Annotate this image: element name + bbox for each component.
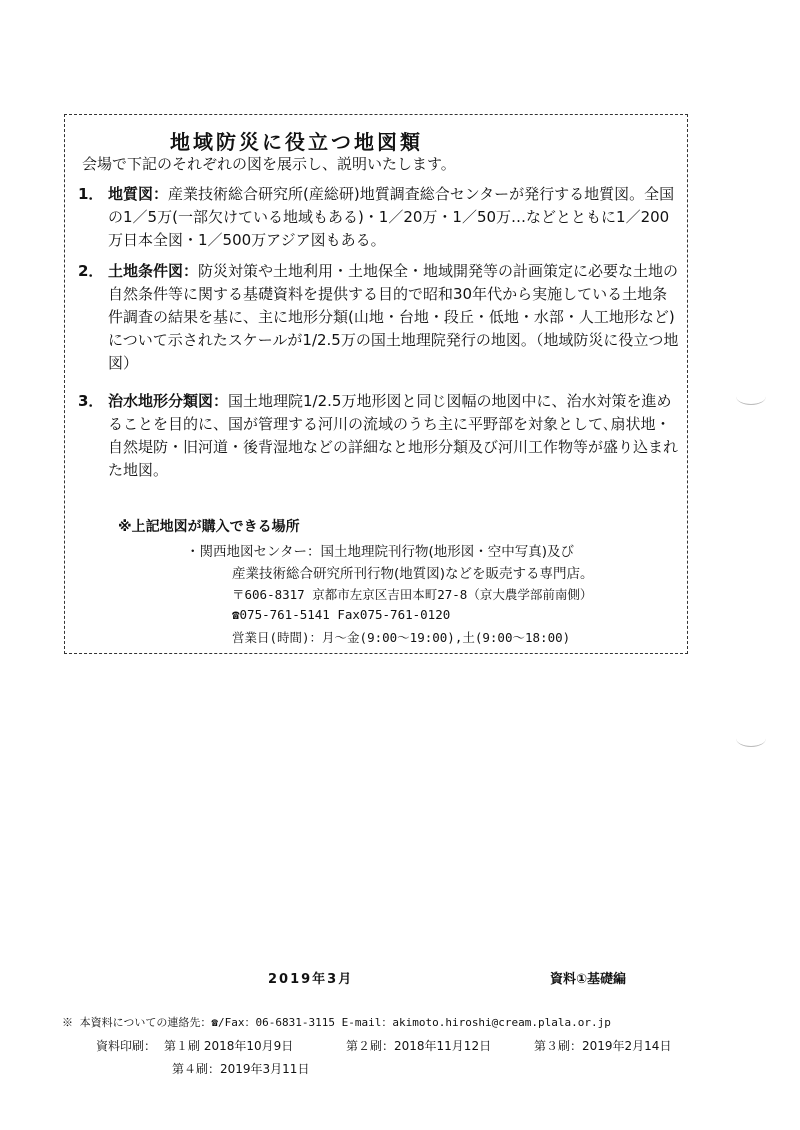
list-item-land-condition-map — [78, 260, 680, 375]
list-item-flood-control-map — [78, 390, 680, 482]
scan-mark — [736, 388, 766, 405]
print-3: 第３刷：2019年2月14日 — [534, 1039, 672, 1053]
purchase-hours: 営業日(時間)：月～金(9:00～19:00),土(9:00～18:00) — [232, 630, 571, 645]
intro-text: 会場で下記のそれぞれの図を展示し、説明いたします。 — [82, 155, 456, 173]
item-text: 産業技術総合研究所(産総研)地質調査総合センターが発行する地質図。全国の1／5万(一部欠けている地域もある)・1／20万・1／50万…などとともに1／200万日本全図・1／500万アジア図もある。 — [108, 185, 675, 249]
print-4: 第４刷：2019年3月11日 — [172, 1062, 310, 1076]
purchase-phone: ☎075-761-5141 Fax075-761-0120 — [232, 607, 451, 622]
printing-label: 資料印刷： — [96, 1039, 157, 1053]
purchase-address: 〒606-8317 京都市左京区吉田本町27-8（京大農学部前南側） — [232, 587, 593, 602]
list-item-geology-map — [78, 183, 680, 252]
purchase-line-1: ・関西地図センター：国土地理院刊行物(地形図・空中写真)及び — [186, 544, 574, 560]
item-number: 3． — [78, 392, 104, 410]
page-title: 地域防災に役立つ地図類 — [170, 130, 423, 154]
print-2: 第２刷：2018年11月12日 — [346, 1039, 492, 1053]
footer-date: 2019年3月 — [268, 972, 354, 987]
contact-line: ※ 本資料についての連絡先：☎/Fax：06-6831-3115 E-mail：akimoto.hiroshi@cream.plala.or.jp — [62, 1016, 611, 1029]
footer-document-ref: 資料①基礎編 — [550, 972, 627, 987]
item-heading: 治水地形分類図： — [108, 392, 229, 410]
purchase-line-2: 産業技術総合研究所刊行物(地質図)などを販売する専門店。 — [232, 566, 594, 582]
item-number: 1． — [78, 185, 104, 203]
item-text: 国土地理院1/2.5万地形図と同じ図幅の地図中に、治水対策を進めることを目的に、国が管理する河川の流域のうち主に平野部を対象として､扇状地・自然堤防・旧河道・後背湿地などの詳細なと地形分類及び河川工作物等が盛り込まれた地図。 — [108, 392, 679, 479]
print-1: 第１刷 2018年10月9日 — [164, 1039, 294, 1053]
item-heading: 土地条件図： — [108, 262, 199, 280]
item-heading: 地質図： — [108, 185, 169, 203]
scan-mark — [736, 730, 766, 747]
item-text: 防災対策や土地利用・土地保全・地域開発等の計画策定に必要な土地の自然条件等に関する基礎資料を提供する目的で昭和30年代から実施している土地条件調査の結果を基に、主に地形分類(山地・台地・段丘・低地・水部・人工地形など)について示されたスケールが1/2.5万の国土地理院発行の地図。（地域防災に役立つ地図） — [108, 262, 679, 372]
purchase-heading: ※上記地図が購入できる場所 — [118, 519, 300, 535]
item-number: 2． — [78, 262, 104, 280]
